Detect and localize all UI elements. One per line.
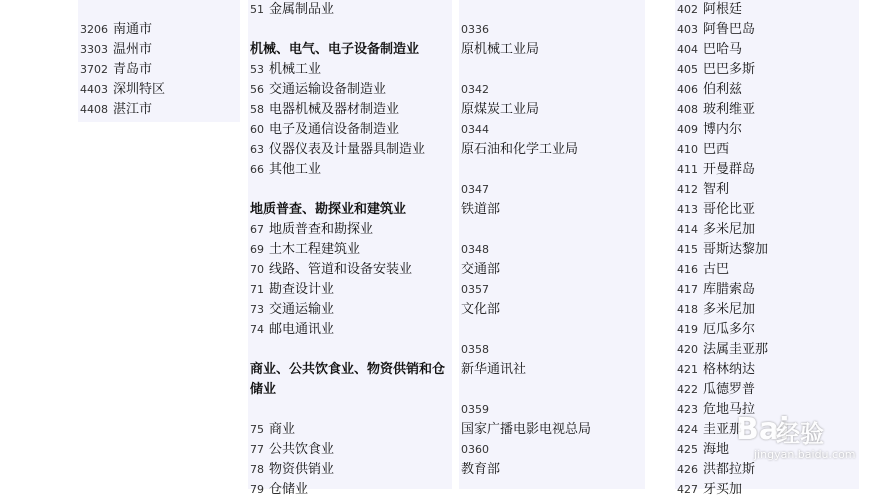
list-item — [677, 140, 729, 160]
country-code: 411 — [677, 163, 698, 176]
country-name: 多米尼加 — [703, 222, 756, 237]
country-name: 古巴 — [703, 262, 730, 277]
country-code: 404 — [677, 43, 698, 56]
list-item — [677, 100, 755, 120]
country-code: 421 — [677, 363, 698, 376]
list-item: 73 交通运输业 — [250, 302, 335, 317]
list-item: 56 交通运输设备制造业 — [250, 82, 387, 97]
list-item — [677, 200, 755, 220]
list-item: 70 线路、管道和设备安装业 — [250, 262, 413, 277]
list-item: 63 仪器仪表及计量器具制造业 — [250, 142, 426, 157]
dept-code: 0360 — [461, 443, 489, 456]
department-code-column — [459, 0, 645, 489]
country-code: 427 — [677, 483, 698, 496]
country-code: 422 — [677, 383, 698, 396]
list-item — [677, 440, 729, 460]
country-name: 瓜德罗普 — [703, 382, 756, 397]
list-item — [677, 180, 729, 200]
list-item: 3206 南通市 — [80, 22, 153, 37]
watermark-text: 经验 — [776, 420, 824, 448]
list-item: 51 金属制品业 — [250, 2, 335, 17]
country-code: 425 — [677, 443, 698, 456]
dept-name: 国家广播电影电视总局 — [461, 422, 592, 437]
dept-name: 文化部 — [461, 302, 501, 317]
country-name: 牙买加 — [703, 482, 743, 497]
dept-code: 0358 — [461, 343, 489, 356]
list-item — [677, 260, 729, 280]
list-item: 58 电器机械及器材制造业 — [250, 102, 400, 117]
list-item: 53 机械工业 — [250, 62, 322, 77]
country-code: 406 — [677, 83, 698, 96]
country-name: 哥伦比亚 — [703, 202, 756, 217]
dept-name: 铁道部 — [461, 202, 501, 217]
list-item: 74 邮电通讯业 — [250, 322, 335, 337]
country-code: 415 — [677, 243, 698, 256]
list-item — [677, 280, 755, 300]
dept-name: 原煤炭工业局 — [461, 102, 540, 117]
dept-name: 原机械工业局 — [461, 42, 540, 57]
list-item — [677, 400, 755, 420]
dept-code: 0342 — [461, 83, 489, 96]
list-item: 67 地质普查和勘探业 — [250, 222, 374, 237]
country-name: 哥斯达黎加 — [703, 242, 769, 257]
list-item — [677, 0, 742, 20]
list-item — [677, 120, 742, 140]
country-code: 410 — [677, 143, 698, 156]
country-code: 405 — [677, 63, 698, 76]
list-item — [677, 340, 768, 360]
country-name: 洪都拉斯 — [703, 462, 756, 477]
list-item — [677, 160, 755, 180]
country-name: 圭亚那 — [703, 422, 743, 437]
list-item — [677, 300, 755, 320]
dept-code: 0347 — [461, 183, 489, 196]
list-item — [677, 20, 755, 40]
country-name: 格林纳达 — [703, 362, 756, 377]
section-heading: 机械、电气、电子设备制造业 — [250, 42, 420, 57]
country-code: 414 — [677, 223, 698, 236]
list-item: 4408 湛江市 — [80, 102, 153, 117]
dept-code: 0357 — [461, 283, 489, 296]
country-code: 424 — [677, 423, 698, 436]
list-item: 71 勘查设计业 — [250, 282, 335, 297]
watermark-url: jingyan.baidu.com — [754, 448, 856, 461]
country-code: 426 — [677, 463, 698, 476]
list-item — [677, 240, 768, 260]
country-name: 阿鲁巴岛 — [703, 22, 756, 37]
city-code-column — [78, 0, 240, 122]
country-name: 库腊索岛 — [703, 282, 756, 297]
section-heading: 地质普查、勘探业和建筑业 — [250, 202, 407, 217]
dept-name: 交通部 — [461, 262, 501, 277]
dept-name: 新华通讯社 — [461, 362, 527, 377]
country-name: 巴巴多斯 — [703, 62, 756, 77]
country-code: 418 — [677, 303, 698, 316]
country-name: 法属圭亚那 — [703, 342, 769, 357]
dept-code: 0336 — [461, 23, 489, 36]
country-code: 412 — [677, 183, 698, 196]
country-code: 408 — [677, 103, 698, 116]
country-code: 417 — [677, 283, 698, 296]
list-item: 69 土木工程建筑业 — [250, 242, 361, 257]
country-name: 厄瓜多尔 — [703, 322, 756, 337]
list-item — [677, 420, 742, 440]
list-item: 3702 青岛市 — [80, 62, 153, 77]
list-item: 4403 深圳特区 — [80, 82, 166, 97]
country-code-column — [675, 0, 859, 497]
country-name: 玻利维亚 — [703, 102, 756, 117]
industry-code-column — [248, 0, 452, 497]
section-heading: 商业、公共饮食业、物资供销和仓储业 — [250, 362, 446, 397]
dept-name: 教育部 — [461, 462, 501, 477]
list-item — [677, 220, 755, 240]
list-item: 79 仓储业 — [250, 482, 309, 497]
list-item — [677, 380, 755, 400]
country-name: 伯利兹 — [703, 82, 743, 97]
list-item: 77 公共饮食业 — [250, 442, 335, 457]
list-item: 3303 温州市 — [80, 42, 153, 57]
country-name: 博内尔 — [703, 122, 743, 137]
list-item — [677, 320, 755, 340]
country-name: 危地马拉 — [703, 402, 756, 417]
country-code: 409 — [677, 123, 698, 136]
list-item: 66 其他工业 — [250, 162, 322, 177]
list-item — [677, 60, 755, 80]
baidu-logo-icon: Bai — [736, 412, 790, 447]
country-code: 402 — [677, 3, 698, 16]
list-item: 78 物资供销业 — [250, 462, 335, 477]
list-item — [677, 40, 742, 60]
list-item: 75 商业 — [250, 422, 296, 437]
list-item — [677, 480, 742, 500]
country-name: 智利 — [703, 182, 730, 197]
list-item — [677, 80, 742, 100]
country-code: 423 — [677, 403, 698, 416]
list-item: 60 电子及通信设备制造业 — [250, 122, 400, 137]
country-code: 419 — [677, 323, 698, 336]
country-code: 420 — [677, 343, 698, 356]
dept-name: 原石油和化学工业局 — [461, 142, 579, 157]
country-code: 416 — [677, 263, 698, 276]
country-name: 巴西 — [703, 142, 730, 157]
dept-code: 0344 — [461, 123, 489, 136]
dept-code: 0348 — [461, 243, 489, 256]
dept-code: 0359 — [461, 403, 489, 416]
country-name: 开曼群岛 — [703, 162, 756, 177]
country-code: 413 — [677, 203, 698, 216]
country-name: 阿根廷 — [703, 2, 743, 17]
list-item — [677, 460, 755, 480]
country-name: 海地 — [703, 442, 730, 457]
country-code: 403 — [677, 23, 698, 36]
country-name: 巴哈马 — [703, 42, 743, 57]
list-item — [677, 360, 755, 380]
country-name: 多米尼加 — [703, 302, 756, 317]
